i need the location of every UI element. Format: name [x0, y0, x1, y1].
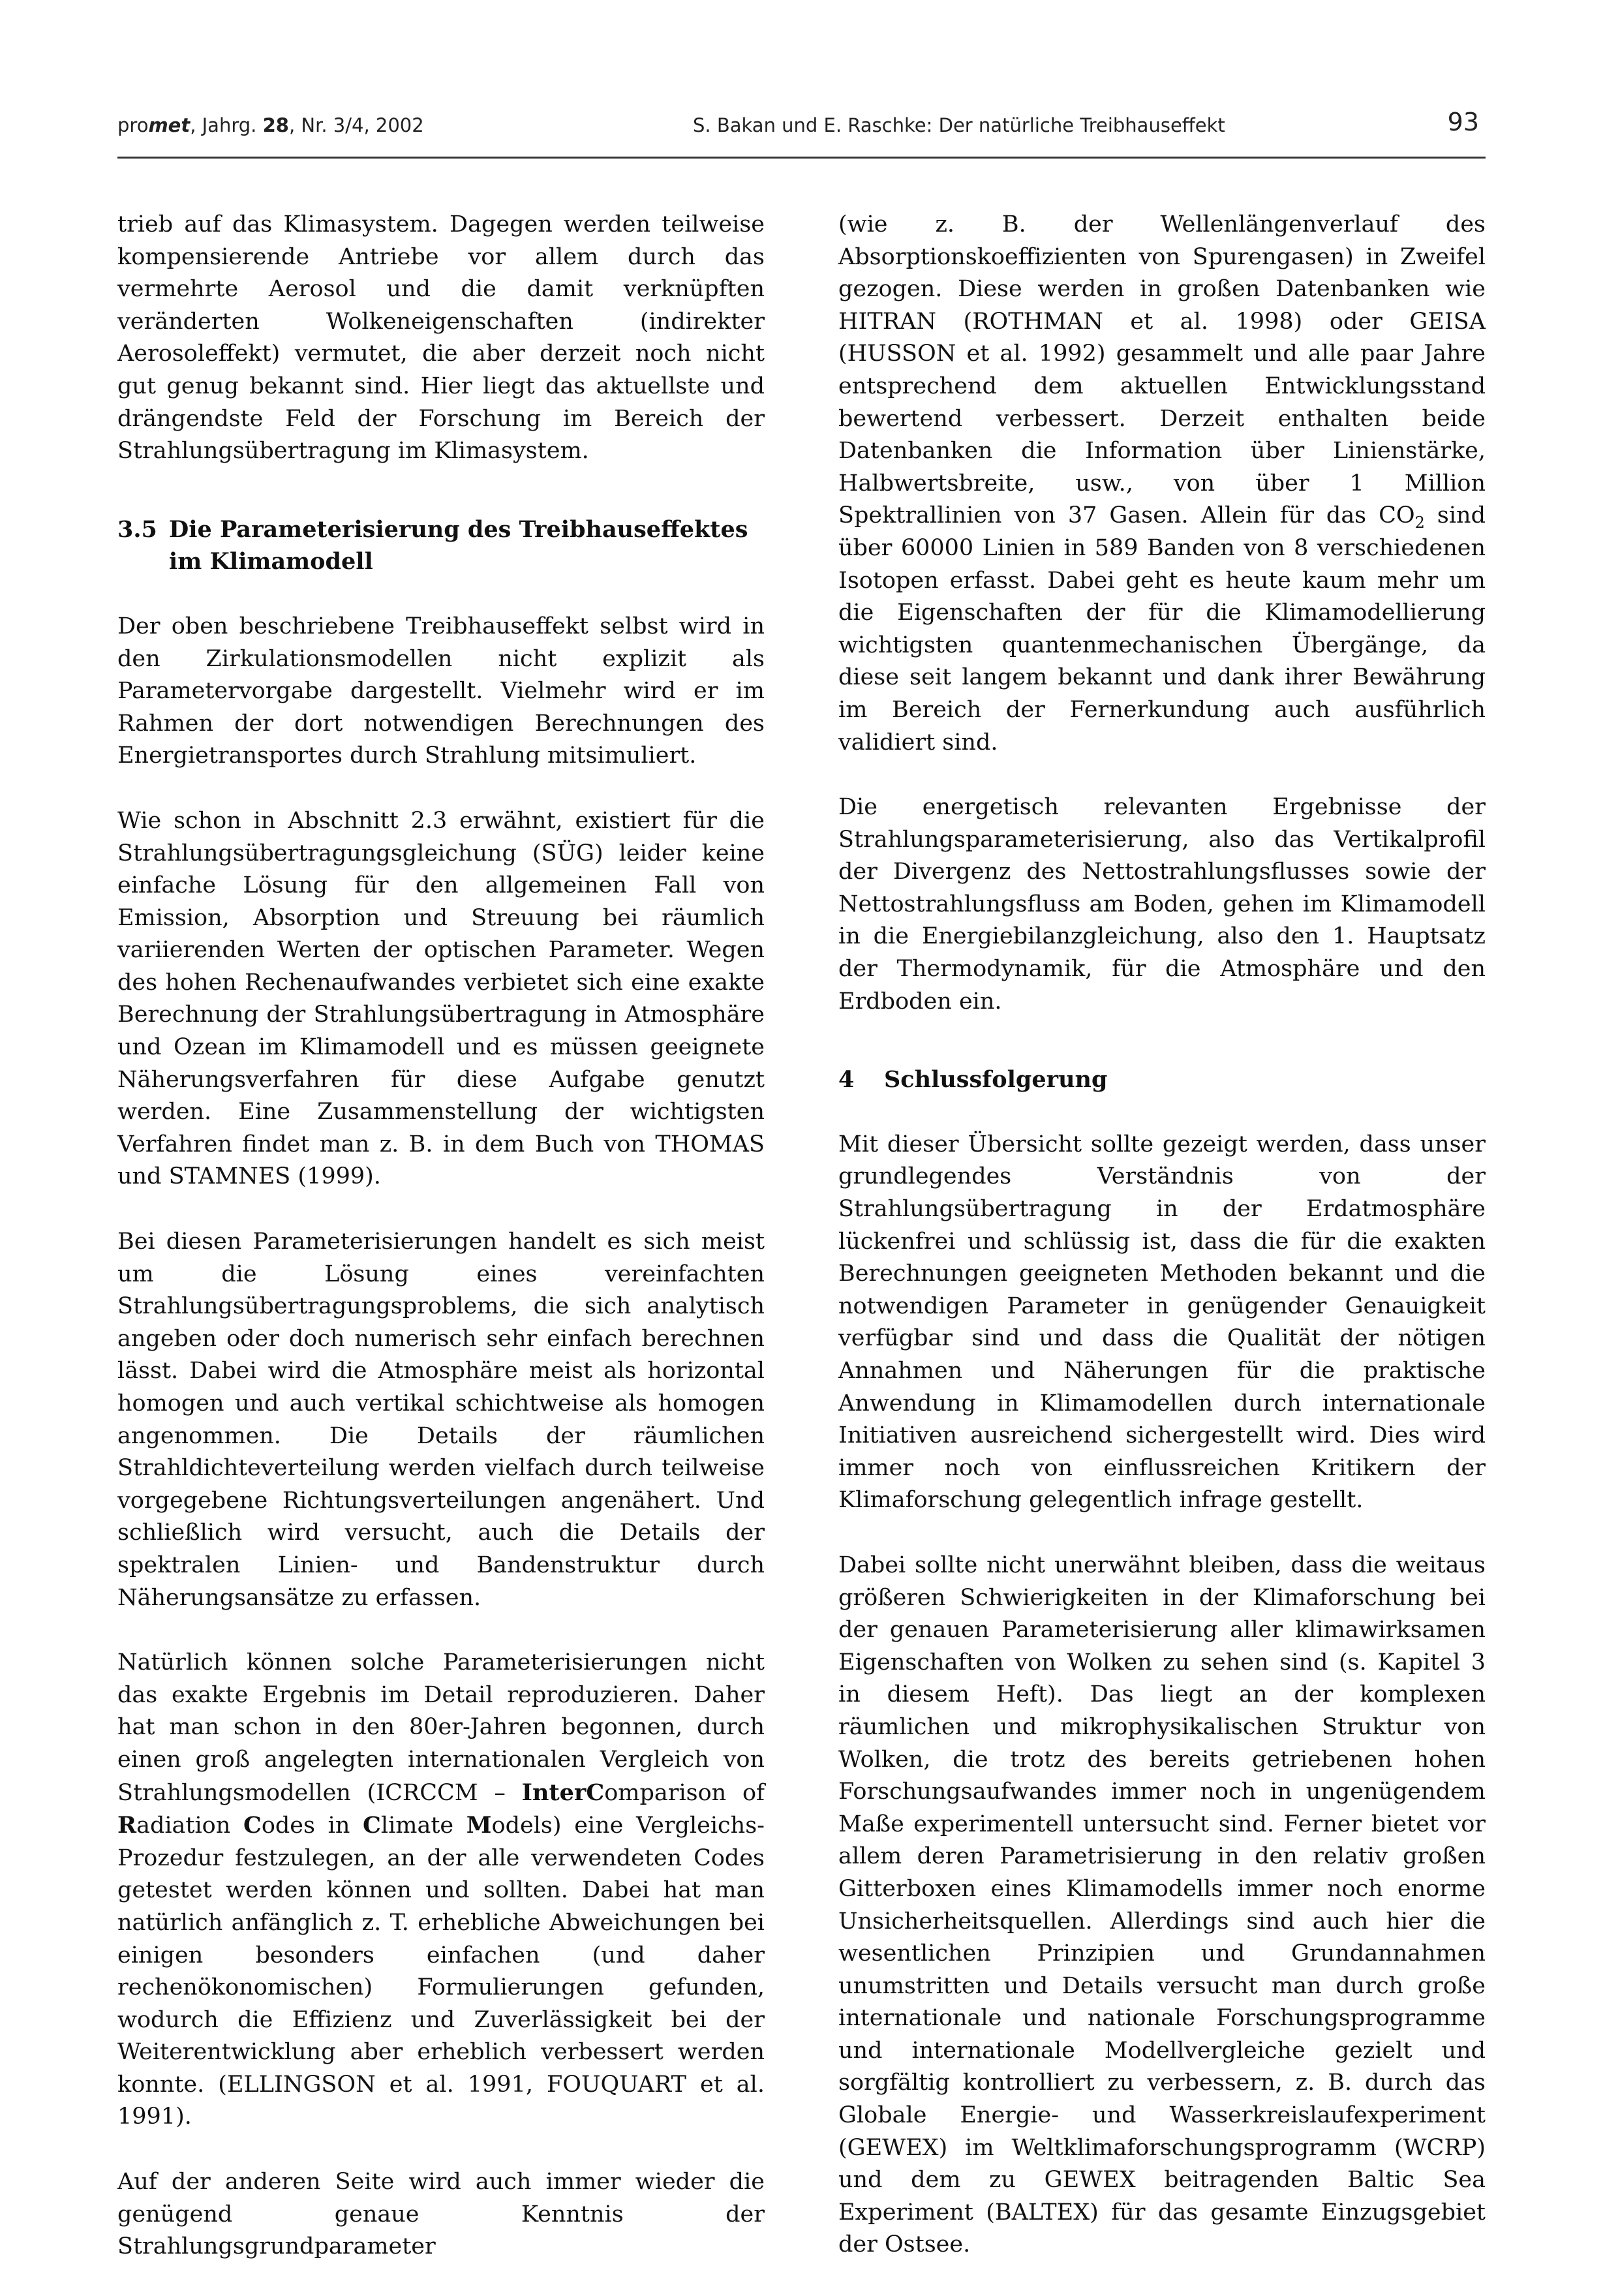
section-number: 3.5 — [117, 515, 157, 543]
right-paragraph-3: Dabei sollte nicht unerwähnt bleiben, dass die weitaus größeren Schwierigkeiten in der Klimaforschung bei der genauen Parameterisierung aller klimawirksamen Eigenschaften von Wolken zu sehen sind (s. Kapitel 3 in diesem Heft). Das liegt an der komplexen räumlichen und mikrophysikalischen Struktur von Wolken, die trotz des bereits getriebenen hohen Forschungsaufwandes immer noch in ungenügendem Maße experimentell untersucht sind. Ferner bietet vor allem deren Parametrisierung in den relativ großen Gitterboxen eines Klimamodells immer noch enorme Unsicherheitsquellen. Allerdings sind auch hier die wesentlichen Prinzipien und Grundannahmen unumstritten und Details versucht man durch große internationale und nationale Forschungsprogramme und internationale Modellvergleiche gezielt und sorgfältig kontrolliert zu verbessern, z. B. durch das Globale Energie- und Wasserkreislaufexperiment (GEWEX) im Weltklimaforschungsprogramm (WCRP) und dem zu GEWEX beitragenden Baltic Sea Experiment (BALTEX) für das gesamte Einzugsgebiet der Ostsee. — [838, 1552, 1486, 2258]
subscript: 2 — [1414, 513, 1425, 532]
right-paragraph-2: Mit dieser Übersicht sollte gezeigt werden, dass unser grundlegendes Verständnis von der Strahlungsübertragung in der Erdatmosphäre lückenfrei und schlüssig ist, dass die für die exakten Berechnungen geeigneten Methoden bekannt und die notwendigen Parameter in genügender Genauigkeit verfügbar sind und dass die Qualität der nötigen Annahmen und Näherungen für die praktische Anwendung in Klimamodellen durch internationale Initiativen ausreichend sichergestellt wird. Dies wird immer noch von einflussreichen Kritikern der Klimaforschung gelegentlich infrage gestellt. — [838, 1131, 1486, 1514]
paragraph-text: omparison of — [604, 1779, 765, 1806]
acronym-emphasis: C — [363, 1812, 381, 1839]
right-column — [838, 209, 1486, 2294]
paragraph-text: (wie z. B. der Wellenlängenverlauf des Absorptionskoeffizienten von Spurengasen) in Zweifel gezogen. Diese werden in großen Datenbanken wie HITRAN (ROTHMAN et al. 1998) oder GEISA (HUSSON et al. 1992) gesammelt und alle paar Jahre entsprechend dem aktuellen Entwicklungsstand bewertend verbessert. Derzeit enthalten beide Datenbanken die Information über Linienstärke, Halbwertsbreite, usw., von über 1 Million Spektrallinien von 37 Gasen. Allein für das CO — [838, 211, 1486, 529]
left-paragraph-2: Wie schon in Abschnitt 2.3 erwähnt, existiert für die Strahlungsübertragungsgleichung (SÜG) leider keine einfache Lösung für den allgemeinen Fall von Emission, Absorption und Streuung bei räumlich variierenden Werten der optischen Parameter. Wegen des hohen Rechenaufwandes verbietet sich eine exakte Berechnung der Strahlungsübertragung in Atmosphäre und Ozean im Klimamodell und es müssen geeignete Näherungsverfahren für diese Aufgabe genutzt werden. Eine Zusammenstellung der wichtigsten Verfahren findet man z. B. in dem Buch von THOMAS und STAMNES (1999). — [117, 807, 765, 1190]
acronym-emphasis: Inter — [521, 1779, 587, 1806]
section-title: Die Parameterisierung des Treibhauseffektes im Klimamodell — [168, 515, 748, 575]
paragraph-text: odels) eine Vergleichs-Prozedur festzulegen, an der alle verwendeten Codes getestet werden können und sollten. Dabei hat man natürlich anfänglich z. T. erhebliche Abweichungen bei einigen besonders einfachen (und daher rechenökonomischen) Formulierungen gefunden, wodurch die Effizienz und Zuverlässigkeit bei der Weiterentwicklung aber erheblich verbessert werden konnte. (ELLINGSON et al. 1991, FOUQUART et al. 1991). — [117, 1813, 765, 2130]
left-paragraph-5: Auf der anderen Seite wird auch immer wieder die genügend genaue Kenntnis der Strahlungsgrundparameter — [117, 2169, 765, 2260]
left-paragraph-1: Der oben beschriebene Treibhauseffekt selbst wird in den Zirkulationsmodellen nicht explizit als Parametervorgabe dargestellt. Vielmehr wird er im Rahmen der dort notwendigen Berechnungen des Energietransportes durch Strahlung mitsimuliert. — [117, 613, 765, 769]
right-paragraph-0 — [838, 209, 1486, 759]
header-divider — [117, 157, 1486, 159]
journal-year-label: , Jahrg. — [190, 114, 263, 136]
section-heading-4 — [838, 1064, 1486, 1096]
left-paragraph-0: trieb auf das Klimasystem. Dagegen werden teilweise kompensierende Antriebe vor allem durch das vermehrte Aerosol und die damit verknüpften veränderten Wolkeneigenschaften (indirekter Aerosoleffekt) vermutet, die aber derzeit noch nicht gut genug bekannt sind. Hier liegt das aktuellste und drängendste Feld der Forschung im Bereich der Strahlungsübertragung im Klimasystem. — [117, 211, 765, 465]
paragraph-text: odes in — [261, 1813, 363, 1839]
left-paragraph-3: Bei diesen Parameterisierungen handelt es sich meist um die Lösung eines vereinfachten Strahlungsübertragungsproblems, die sich analytisch angeben oder doch numerisch sehr einfach berechnen lässt. Dabei wird die Atmosphäre meist als horizontal homogen und auch vertikal schichtweise als homogen angenommen. Die Details der räumlichen Strahldichteverteilung werden vielfach durch teilweise vorgegebene Richtungsverteilungen angenähert. Und schließlich wird versucht, auch die Details der spektralen Linien- und Bandenstruktur durch Näherungsansätze zu erfassen. — [117, 1229, 765, 1611]
paragraph-text: Natürlich können solche Parameterisierungen nicht das exakte Ergebnis im Detail reproduzieren. Daher hat man schon in den 80er-Jahren begonnen, durch einen groß angelegten internationalen Vergleich von Strahlungsmodellen (ICRCCM – — [117, 1649, 765, 1806]
left-column — [117, 209, 765, 2296]
paragraph-text: adiation — [136, 1813, 243, 1839]
page-header — [117, 108, 1486, 160]
paragraph-text: sind über 60000 Linien in 589 Banden von 8 verschiedenen Isotopen erfasst. Dabei geht es heute kaum mehr um die Eigenschaften der für die Klimamodellierung wichtigsten quantenmechanischen Übergänge, da diese seit langem bekannt und dank ihrer Bewährung im Bereich der Fernerkundung auch ausführlich validiert sind. — [838, 502, 1486, 756]
journal-citation — [117, 114, 424, 136]
journal-volume: 28 — [262, 114, 289, 136]
journal-name-met: met — [148, 114, 191, 136]
journal-issue: , Nr. 3/4, 2002 — [288, 114, 424, 136]
right-paragraph-1: Die energetisch relevanten Ergebnisse der Strahlungsparameterisierung, also das Vertikalprofil der Divergenz des Nettostrahlungsflusses sowie der Nettostrahlungsfluss am Boden, gehen im Klimamodell in die Energiebilanzgleichung, also den 1. Hauptsatz der Thermodynamik, für die Atmosphäre und den Erdboden ein. — [838, 794, 1486, 1015]
section-heading-3-5 — [117, 513, 765, 578]
journal-name-pro: pro — [117, 114, 149, 136]
page-number: 93 — [1447, 108, 1479, 136]
running-title: S. Bakan und E. Raschke: Der natürliche Treibhauseffekt — [693, 114, 1225, 136]
section-title: Schlussfolgerung — [884, 1066, 1108, 1094]
paragraph-text: limate — [380, 1813, 466, 1839]
acronym-emphasis: M — [466, 1812, 492, 1839]
acronym-emphasis: C — [243, 1812, 262, 1839]
left-paragraph-4 — [117, 1647, 765, 2134]
acronym-emphasis: C — [586, 1779, 605, 1806]
section-number: 4 — [838, 1066, 855, 1094]
acronym-emphasis: R — [117, 1812, 137, 1839]
